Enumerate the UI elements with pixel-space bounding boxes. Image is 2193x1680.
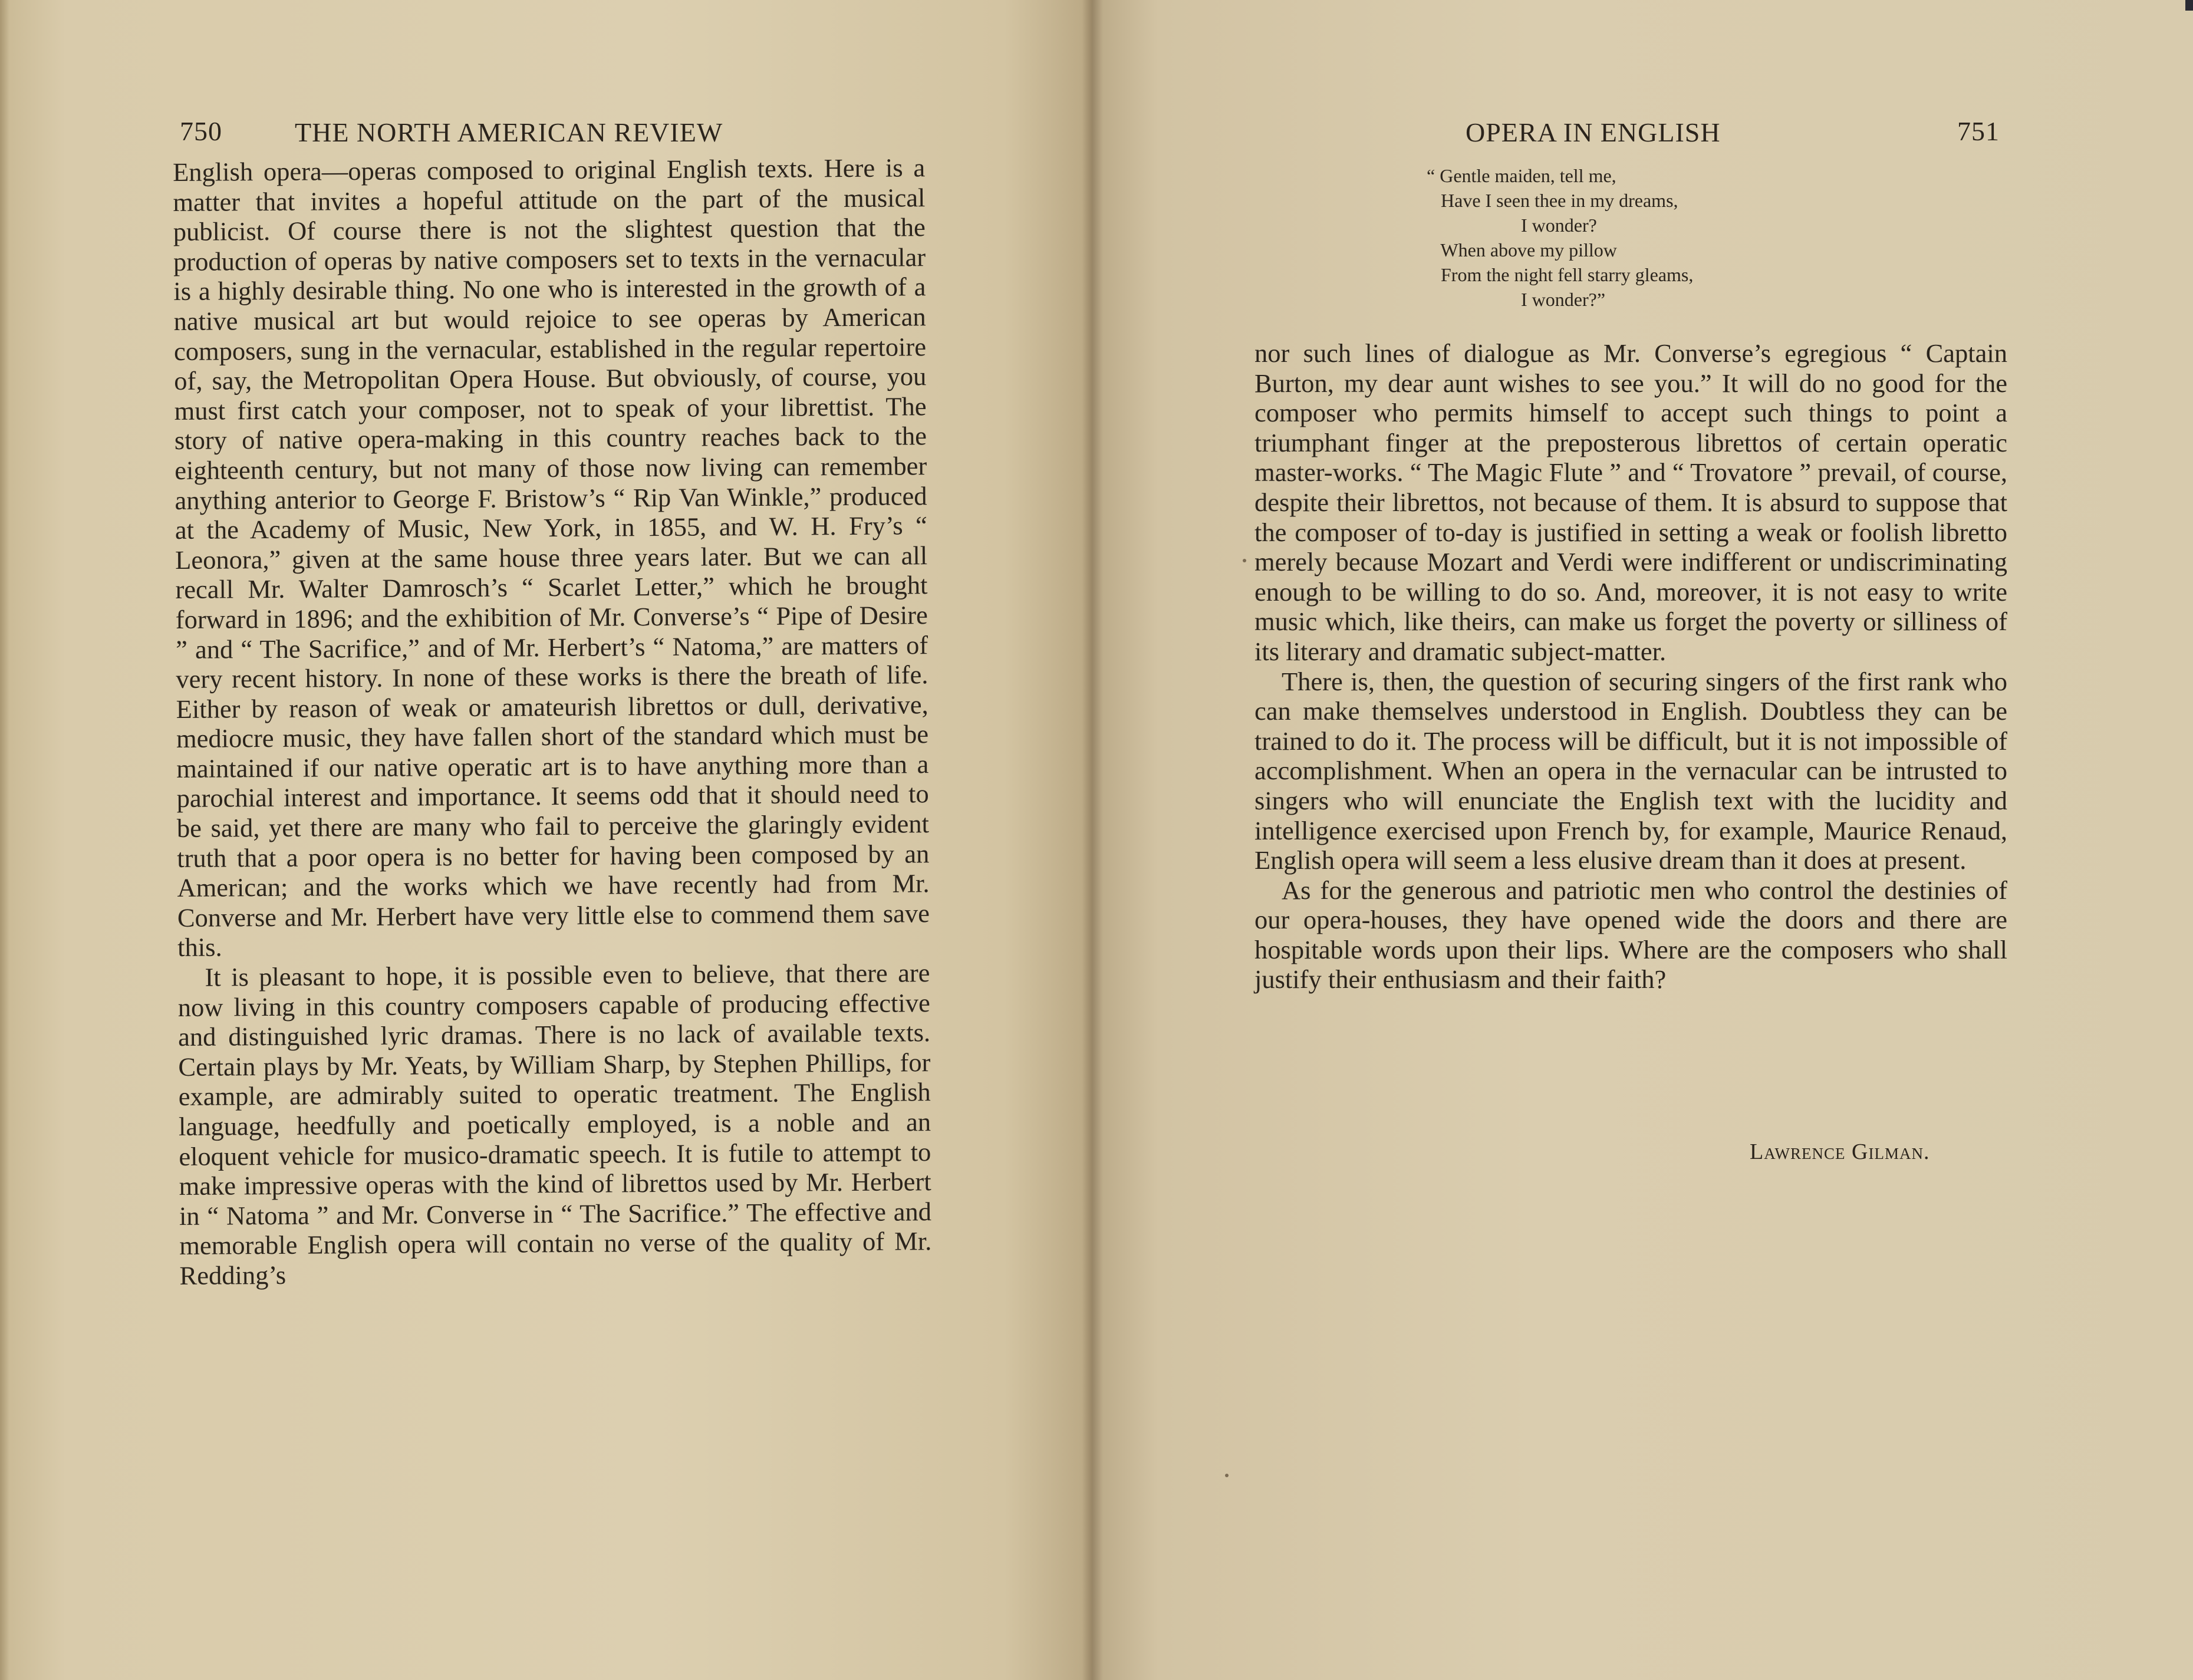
paragraph: There is, then, the question of securing singers of the first rank who can make themselves understood in English. Doubtless they can be trained to do it. The process will be difficult, but it is not impossible of accomplishment. When an opera in the vernacular can be intrusted to singers who will enunciate the English text with the lucidity and intelligence exercised upon French by, for example, Maurice Renaud, English opera will seem a less elusive dream than it does at present. xyxy=(1254,666,2007,875)
paragraph: nor such lines of dialogue as Mr. Converse’s egregious “ Captain Burton, my dear aunt wishes to see you.” It will do no good for the composer who permits himself to accept such things to point a triumphant finger at the preposterous librettos of certain operatic master-works. “ The Magic Flute ” and “ Trovatore ” prevail, of course, despite their librettos, not because of them. It is absurd to suppose that the composer of to-day is justified in setting a weak or foolish libretto merely because Mozart and Verdi were indifferent or undiscriminating enough to be willing to do so. And, moreover, it is not easy to write music which, like theirs, can make us forget the poverty or silliness of its literary and dramatic subject-matter. xyxy=(1254,338,2007,666)
paragraph: It is pleasant to hope, it is possible even to believe, that there are now living in this country composers capable of producing effective and distinguished lyric dramas. There is no lack of available texts. Certain plays by Mr. Yeats, by William Sharp, by Stephen Phillips, for example, are admirably suited to operatic treatment. The English language, heedfully and poetically employed, is a noble and an eloquent vehicle for musico-dramatic speech. It is futile to attempt to make impressive operas with the kind of librettos used by Mr. Herbert in “ Natoma ” and Mr. Converse in “ The Sacrifice.” The effective and memorable English opera will contain no verse of the quality of Mr. Redding’s xyxy=(177,958,932,1290)
paragraph: English opera—operas composed to original English texts. Here is a matter that invites a hopeful attitude on the part of the musical publicist. Of course there is not the slightest question that the production of operas by native composers set to texts in the vernacular is a highly desirable thing. No one who is interested in the growth of a native musical art but would rejoice to see operas by American composers, sung in the vernacular, established in the regular repertoire of, say, the Metropolitan Opera House. But obviously, of course, you must first catch your composer, not to speak of your librettist. The story of native opera-making in this country reaches back to the eighteenth century, but not many of those now living can remember anything anterior to George F. Bristow’s “ Rip Van Winkle,” produced at the Academy of Music, New York, in 1855, and W. H. Fry’s “ Leonora,” given at the same house three years later. But we can all recall Mr. Walter Damrosch’s “ Scarlet Letter,” which he brought forward in 1896; and the exhibition of Mr. Converse’s “ Pipe of Desire ” and “ The Sacrifice,” and of Mr. Herbert’s “ Natoma,” are matters of very recent history. In none of these works is there the breath of life. Either by reason of weak or amateurish librettos or dull, derivative, mediocre music, they have fallen short of the standard which must be maintained if our native operatic art is to have anything more than a parochial interest and importance. It seems odd that it should need to be said, yet there are many who fail to perceive the glaringly evident truth that a poor opera is no better for having been composed by an American; and the works which we have recently had from Mr. Converse and Mr. Herbert have very little else to commend them save this. xyxy=(173,153,930,963)
poem-line: I wonder?” xyxy=(1427,289,1606,310)
left-page-number: 750 xyxy=(180,116,222,146)
paper-speck xyxy=(1243,559,1246,562)
poem-line: “ Gentle maiden, tell me, xyxy=(1427,165,1616,186)
poem-line: Have I seen thee in my dreams, xyxy=(1427,190,1678,211)
book-gutter xyxy=(1082,0,1103,1680)
poem-quotation xyxy=(1427,163,1875,312)
poem-line: From the night fell starry gleams, xyxy=(1427,264,1694,285)
left-body-text xyxy=(173,153,932,1290)
left-page xyxy=(0,0,1092,1680)
poem-line: When above my pillow xyxy=(1427,239,1617,261)
page-edge-shadow xyxy=(0,0,9,1680)
right-page-number: 751 xyxy=(1957,116,2000,146)
author-signature: Lawrence Gilman. xyxy=(1750,1139,1930,1164)
poem-line: I wonder? xyxy=(1427,215,1597,236)
right-running-head: OPERA IN ENGLISH xyxy=(1466,117,1721,147)
paragraph: As for the generous and patriotic men who control the destinies of our opera-houses, they have opened wide the doors and there are hospitable words upon their lips. Where are the composers who shall justify their enthusiasm and their faith? xyxy=(1254,875,2007,994)
right-body-text xyxy=(1254,338,2007,994)
left-running-head: THE NORTH AMERICAN REVIEW xyxy=(295,117,723,147)
page-top-edge xyxy=(2185,0,2193,11)
paper-speck xyxy=(1225,1474,1229,1477)
